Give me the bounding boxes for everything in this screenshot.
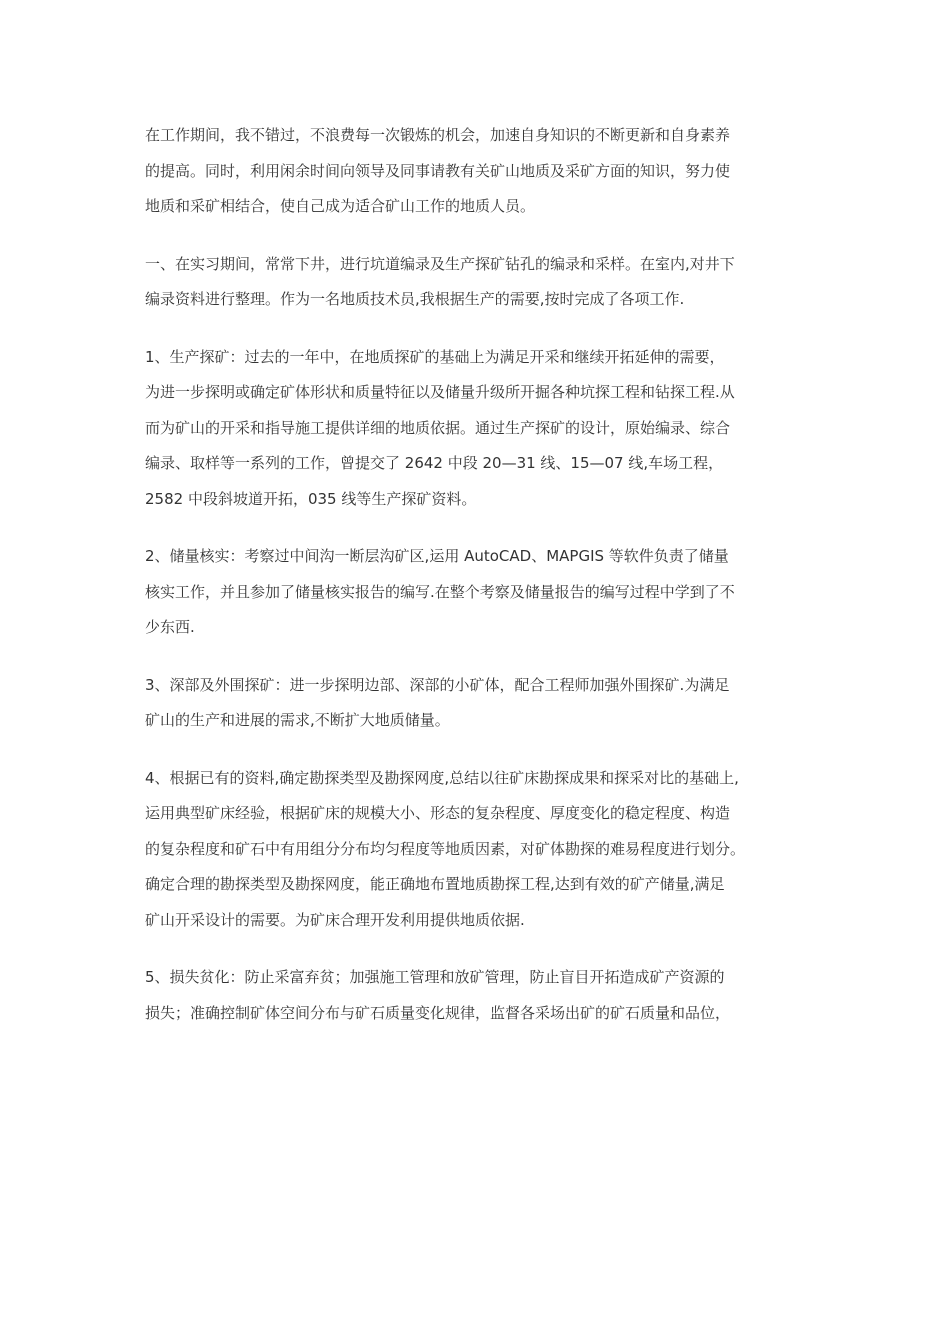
paragraph (145, 118, 815, 225)
text-line: 矿山的生产和进展的需求,不断扩大地质储量。 (145, 711, 450, 729)
text-line: 一、在实习期间，常常下井，进行坑道编录及生产探矿钻孔的编录和采样。在室内,对井下 (145, 254, 735, 273)
paragraph (145, 761, 815, 939)
document-body (145, 118, 815, 1053)
text-line: 损失；准确控制矿体空间分布与矿石质量变化规律，监督各采场出矿的矿石质量和品位， (145, 1003, 731, 1022)
paragraph (145, 668, 815, 739)
text-line: 确定合理的勘探类型及勘探网度，能正确地布置地质勘探工程,达到有效的矿产储量,满足 (145, 875, 725, 893)
paragraph (145, 539, 815, 646)
text-line: 核实工作，并且参加了储量核实报告的编写.在整个考察及储量报告的编写过程中学到了不 (145, 582, 735, 601)
text-line: 4、根据已有的资料,确定勘探类型及勘探网度,总结以往矿床勘探成果和探采对比的基础上, (145, 768, 739, 787)
paragraph (145, 340, 815, 518)
text-line: 编录资料进行整理。作为一名地质技术员,我根据生产的需要,按时完成了各项工作. (145, 290, 685, 308)
text-line: 3、深部及外围探矿：进一步探明边部、深部的小矿体，配合工程师加强外围探矿.为满足 (145, 675, 730, 694)
text-line: 2582 中段斜坡道开拓，035 线等生产探矿资料。 (145, 489, 477, 508)
text-line: 地质和采矿相结合，使自己成为适合矿山工作的地质人员。 (145, 197, 536, 215)
text-line: 而为矿山的开采和指导施工提供详细的地质依据。通过生产探矿的设计，原始编录、综合 (145, 418, 731, 437)
text-line: 运用典型矿床经验，根据矿床的规模大小、形态的复杂程度、厚度变化的稳定程度、构造 (145, 804, 731, 822)
text-line: 的提高。同时，利用闲余时间向领导及同事请教有关矿山地质及采矿方面的知识，努力使 (145, 161, 731, 180)
text-line: 少东西. (145, 618, 195, 636)
paragraph (145, 960, 815, 1031)
text-line: 为进一步探明或确定矿体形状和质量特征以及储量升级所开掘各种坑探工程和钻探工程.从 (145, 383, 735, 401)
text-line: 矿山开采设计的需要。为矿床合理开发利用提供地质依据. (145, 910, 525, 929)
text-line: 5、损失贫化：防止采富弃贫；加强施工管理和放矿管理，防止盲目开拓造成矿产资源的 (145, 968, 725, 986)
text-line: 2、储量核实：考察过中间沟一断层沟矿区,运用 AutoCAD、MAPGIS 等软件负责了储量 (145, 547, 729, 565)
paragraph (145, 247, 815, 318)
text-line: 的复杂程度和矿石中有用组分分布均匀程度等地质因素，对矿体勘探的难易程度进行划分。 (145, 839, 746, 858)
text-line: 在工作期间，我不错过，不浪费每一次锻炼的机会，加速自身知识的不断更新和自身素养 (145, 126, 731, 144)
text-line: 1、生产探矿：过去的一年中，在地质探矿的基础上为满足开采和继续开拓延伸的需要， (145, 347, 725, 366)
text-line: 编录、取样等一系列的工作，曾提交了 2642 中段 20—31 线、15—07 线,车场工程， (145, 454, 724, 472)
